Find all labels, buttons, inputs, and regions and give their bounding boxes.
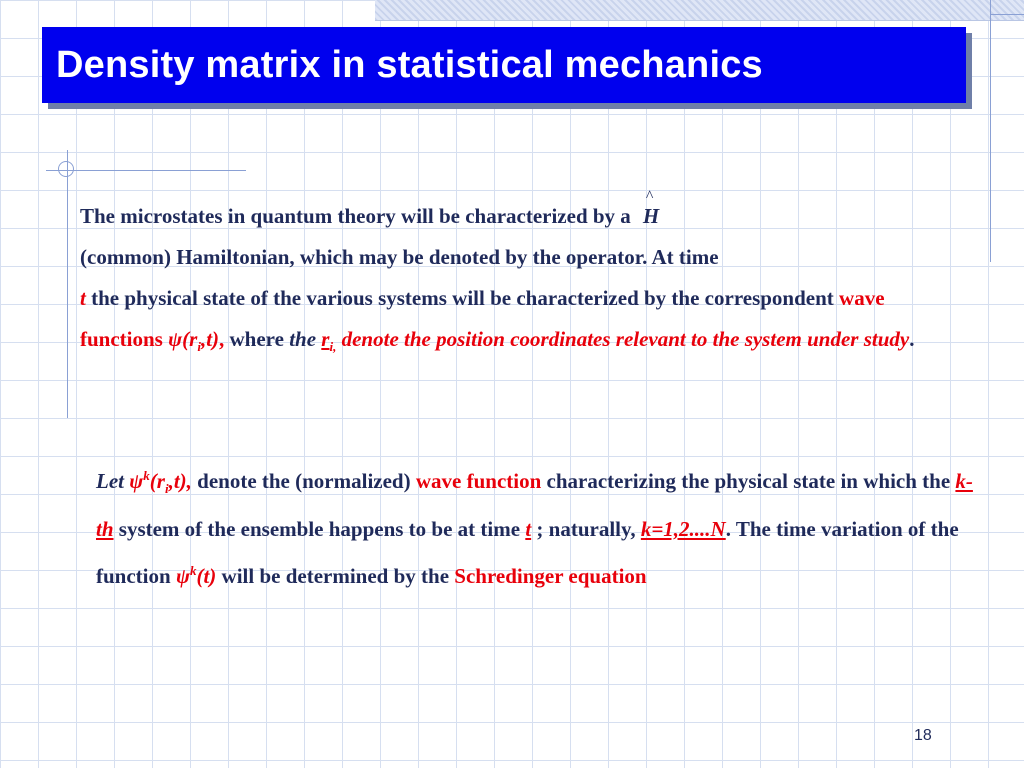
bullet-decor-hline xyxy=(46,170,246,171)
p1-psi-open: (r xyxy=(182,327,198,351)
p2-equation: Schredinger equation xyxy=(454,564,647,589)
p2-psi2: ψ xyxy=(175,564,190,589)
p2-psi-sup: k xyxy=(143,468,150,483)
p2-psi: ψ xyxy=(129,469,144,493)
right-decor-vline xyxy=(990,0,991,262)
p1-text-1: The microstates in quantum theory will be characterized by a xyxy=(80,204,631,228)
p1-comma: , xyxy=(219,327,225,351)
p2-text-1: denote the (normalized) xyxy=(191,469,416,493)
p1-period: . xyxy=(909,327,915,351)
p1-time-t: t xyxy=(80,286,86,310)
p2-text-3: system of the ensemble happens to be at time xyxy=(113,517,526,542)
p1-text-3: the physical state of the various systems will be characterized by the correspondent xyxy=(85,286,840,310)
p1-psi-close: ,t) xyxy=(200,327,220,351)
title-banner xyxy=(42,27,966,103)
bullet-decor-circle xyxy=(58,161,74,177)
p2-psi2-sup: k xyxy=(189,563,197,579)
p2-time-t: t xyxy=(525,517,532,542)
p2-text-2: characterizing the physical state in which the xyxy=(541,469,956,493)
right-decor-hline xyxy=(990,14,1024,15)
p1-ri-sub: i, xyxy=(329,339,337,355)
p2-psi2-args: (t) xyxy=(196,564,217,589)
p2-text-5: . The time variation of the function xyxy=(96,517,959,589)
p2-let: Let xyxy=(96,469,130,493)
p2-psi-sub: i xyxy=(164,481,169,497)
p1-ri-r: r xyxy=(321,327,330,351)
p2-psi-close: ,t), xyxy=(168,469,192,493)
p1-psi: ψ xyxy=(168,327,183,351)
p2-text-6: will be determined by the xyxy=(216,564,455,589)
slide-title: Density matrix in statistical mechanics xyxy=(56,43,763,86)
page-number: 18 xyxy=(914,727,932,744)
p1-wave-functions: wave functions xyxy=(80,286,885,351)
p2-psi-expression xyxy=(129,468,192,497)
p2-wave-function: wave function xyxy=(415,469,542,493)
p2-psi-open: (r xyxy=(149,469,165,493)
p2-k-range: k=1,2....N xyxy=(640,517,726,542)
operator-symbol: H xyxy=(642,204,660,228)
p1-psi-sub: i xyxy=(197,339,201,355)
p2-text-4: ; naturally, xyxy=(531,517,641,542)
hamiltonian-operator xyxy=(642,188,660,237)
operator-hat: ^ xyxy=(645,188,654,205)
top-decor-stripe xyxy=(375,0,1024,20)
p1-where: where xyxy=(224,327,290,351)
top-decor-line xyxy=(375,20,1024,21)
p1-ri xyxy=(321,327,337,355)
paragraph-1 xyxy=(80,188,960,367)
p1-text-2: (common) Hamiltonian, which may be denoted by the operator. At time xyxy=(80,245,719,269)
p2-psi-t xyxy=(176,564,216,588)
p1-tail: denote the position coordinates relevant to the system under study xyxy=(336,327,910,351)
paragraph-2 xyxy=(96,455,976,597)
p2-kth: k-th xyxy=(96,469,973,542)
bullet-decor-vline xyxy=(67,150,68,418)
p1-the: the xyxy=(289,327,322,351)
p1-psi-expression xyxy=(168,327,220,355)
